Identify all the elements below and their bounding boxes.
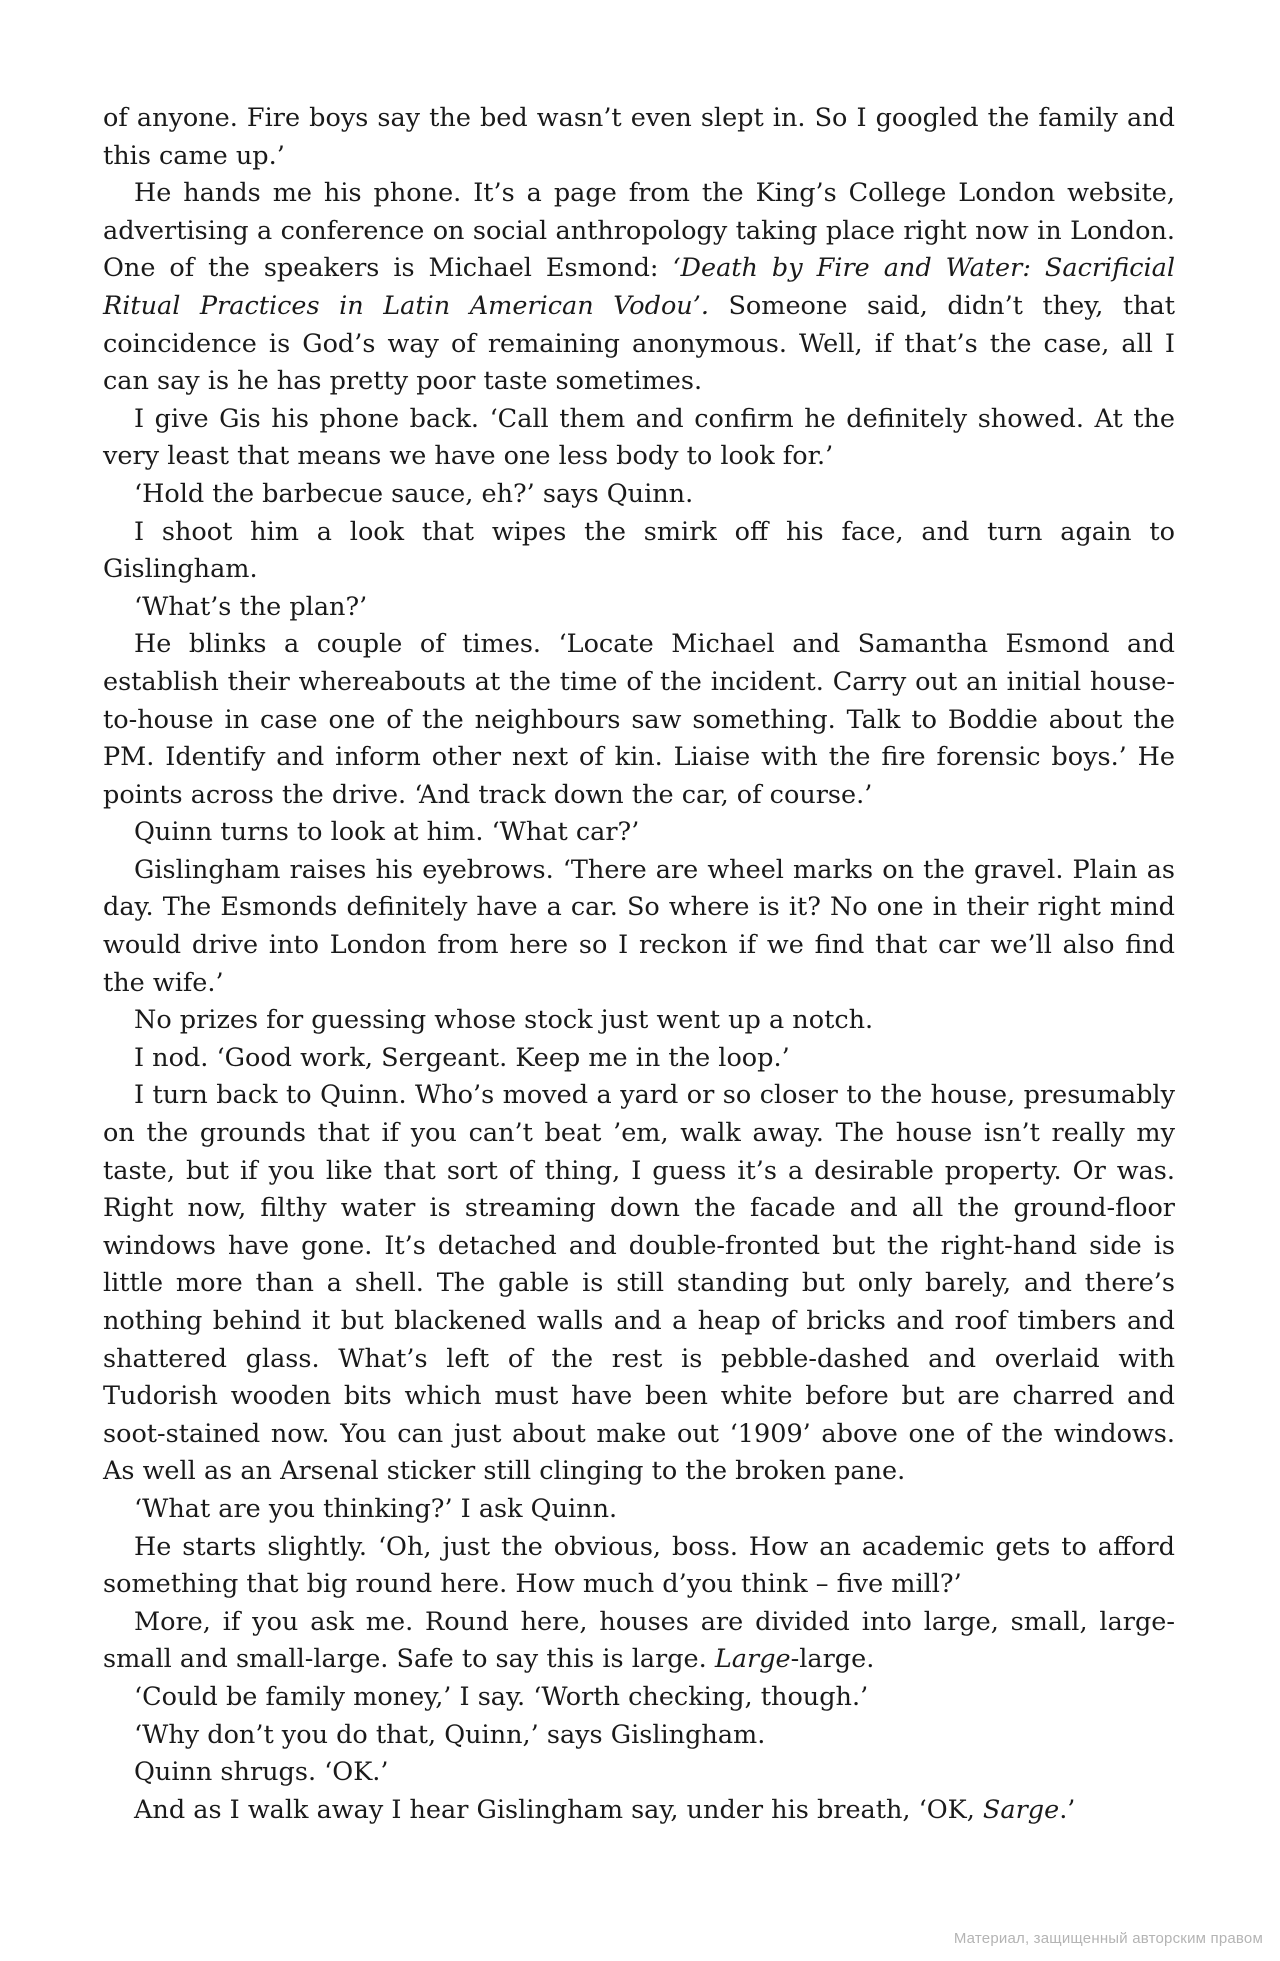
paragraph bbox=[103, 1792, 1175, 1830]
paragraph-text: of anyone. Fire boys say the bed wasn’t even slept in. So I googled the family and this came up.’ bbox=[103, 103, 1175, 171]
paragraph bbox=[103, 401, 1175, 476]
paragraph-text: He starts slightly. ‘Oh, just the obvious, boss. How an academic gets to afford something that big round here. How much d’you think – five mill?’ bbox=[103, 1531, 1175, 1600]
paragraph-text: He blinks a couple of times. ‘Locate Michael and Samantha Esmond and establish their whereabouts at the time of the incident. Carry out an initial house-to-house in case one of the neighbours saw something. Talk to Boddie about the PM. Identify and inform other next of kin. Liaise with the fire forensic boys.’ He points across the drive. ‘And track down the car, of course.’ bbox=[103, 629, 1175, 810]
paragraph bbox=[103, 852, 1175, 1002]
paragraph bbox=[103, 1604, 1175, 1679]
paragraph-text: Gislingham raises his eyebrows. ‘There are wheel marks on the gravel. Plain as day. The Esmonds definitely have a car. So where is it? No one in their right mind would drive into London from here so I reckon if we find that car we’ll also find the wife.’ bbox=[103, 854, 1175, 998]
paragraph bbox=[103, 1679, 1175, 1717]
paragraph-text: .’ bbox=[1059, 1794, 1076, 1825]
paragraph bbox=[103, 1491, 1175, 1529]
paragraph-text: Quinn shrugs. ‘OK.’ bbox=[134, 1757, 389, 1788]
italic-text: ‘Death by Fire and Water: Sacrificial Ritual Practices in Latin American Vodou’. bbox=[103, 253, 1175, 321]
paragraph-text: ‘Why don’t you do that, Quinn,’ says Gislingham. bbox=[134, 1719, 766, 1750]
paragraph bbox=[103, 1717, 1175, 1755]
paragraph bbox=[103, 814, 1175, 852]
paragraph bbox=[103, 1754, 1175, 1792]
paragraph bbox=[103, 1077, 1175, 1491]
paragraph bbox=[103, 100, 1175, 175]
paragraph bbox=[103, 476, 1175, 514]
paragraph bbox=[103, 1529, 1175, 1604]
paragraph bbox=[103, 626, 1175, 814]
copyright-watermark: Материал, защищенный авторским правом bbox=[953, 1930, 1263, 1947]
paragraph-text: I shoot him a look that wipes the smirk off his face, and turn again to Gislingham. bbox=[103, 516, 1175, 585]
paragraph-text: I give Gis his phone back. ‘Call them and confirm he definitely showed. At the very least that means we have one less body to look for.’ bbox=[103, 403, 1175, 472]
italic-text: Sarge bbox=[982, 1794, 1060, 1825]
paragraph-text: Quinn turns to look at him. ‘What car?’ bbox=[134, 817, 640, 848]
paragraph bbox=[103, 514, 1175, 589]
paragraph-text: I nod. ‘Good work, Sergeant. Keep me in the loop.’ bbox=[134, 1042, 790, 1073]
page-body-text bbox=[103, 100, 1175, 1829]
paragraph-text: No prizes for guessing whose stock just went up a notch. bbox=[134, 1005, 874, 1036]
paragraph bbox=[103, 175, 1175, 401]
paragraph-text: ‘What’s the plan?’ bbox=[134, 591, 368, 622]
paragraph-text: Someone said, didn’t they, that coincidence is God’s way of remaining anonymous. Well, if that’s the case, all I can say is he has pretty poor taste sometimes. bbox=[103, 290, 1175, 397]
paragraph-text: More, if you ask me. Round here, houses are divided into large, small, large-small and small-large. Safe to say this is large. bbox=[103, 1606, 1175, 1675]
italic-text: Large bbox=[714, 1644, 791, 1675]
paragraph-text: And as I walk away I hear Gislingham say, under his breath, ‘OK, bbox=[134, 1794, 983, 1825]
paragraph-text: He hands me his phone. It’s a page from the King’s College London website, advertising a conference on social anthropology taking place right now in London. One of the speakers is Michael Esmond: bbox=[103, 178, 1175, 284]
paragraph-text: ‘Could be family money,’ I say. ‘Worth checking, though.’ bbox=[134, 1681, 869, 1712]
paragraph-text: ‘Hold the barbecue sauce, eh?’ says Quinn. bbox=[134, 478, 694, 509]
paragraph-text: I turn back to Quinn. Who’s moved a yard or so closer to the house, presumably on the grounds that if you can’t beat ’em, walk away. The house isn’t really my taste, but if you like that sort of thing, I guess it’s a desirable property. Or was. Right now, filthy water is streaming down the facade and all the ground-floor windows have gone. It’s detached and double-fronted but the right-hand side is little more than a shell. The gable is still standing but only barely, and there’s nothing behind it but blackened walls and a heap of bricks and roof timbers and shattered glass. What’s left of the rest is pebble-dashed and overlaid with Tudorish wooden bits which must have been white before but are charred and soot-stained now. You can just about make out ‘1909’ above one of the windows. As well as an Arsenal sticker still clinging to the broken pane. bbox=[103, 1080, 1175, 1487]
paragraph bbox=[103, 589, 1175, 627]
paragraph bbox=[103, 1040, 1175, 1078]
paragraph-text: -large. bbox=[790, 1644, 875, 1675]
paragraph bbox=[103, 1002, 1175, 1040]
paragraph-text: ‘What are you thinking?’ I ask Quinn. bbox=[134, 1493, 618, 1524]
